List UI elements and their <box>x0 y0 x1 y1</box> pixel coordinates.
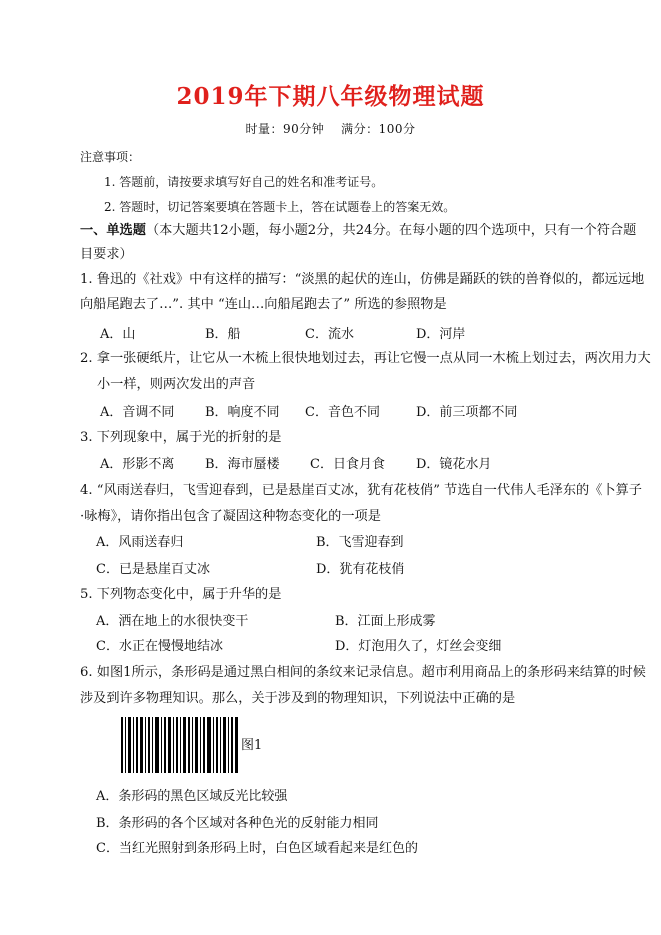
figure-label: 图1 <box>241 738 263 753</box>
section-header <box>80 222 636 240</box>
answer-option: B．船 <box>205 327 241 342</box>
notice-heading: 注意事项： <box>80 150 141 164</box>
section-description: （本大题共12小题，每小题2分，共24分。在每小题的四个选项中，只有一个符合题 <box>145 223 637 238</box>
answer-option: D．灯泡用久了，灯丝会变细 <box>335 639 502 654</box>
answer-option: B．飞雪迎春到 <box>316 535 404 550</box>
answer-option: D．河岸 <box>416 327 466 342</box>
answer-option: B．海市蜃楼 <box>205 457 280 472</box>
answer-option: A．音调不同 <box>100 405 175 420</box>
section-label: 一、单选题 <box>80 223 146 238</box>
section-description-cont: 目要求） <box>80 247 133 262</box>
exam-time-score: 时量：90分钟 满分：100分 <box>245 122 416 136</box>
question-stem: ·咏梅》，请你指出包含了凝固这种物态变化的一项是 <box>80 509 381 524</box>
answer-option: A．风雨送春归 <box>96 535 184 550</box>
question-stem: 3. 下列现象中，属于光的折射的是 <box>80 430 282 445</box>
notice-item: 1. 答题前，请按要求填写好自己的姓名和准考证号。 <box>104 175 384 189</box>
question-stem: 小一样，则两次发出的声音 <box>97 377 256 392</box>
answer-option: A．形影不离 <box>100 457 175 472</box>
notice-item: 2. 答题时，切记答案要填在答题卡上，答在试题卷上的答案无效。 <box>104 200 456 214</box>
answer-option: C．日食月食 <box>310 457 385 472</box>
question-stem: 向船尾跑去了…”. 其中 “连山…向船尾跑去了” 所选的参照物是 <box>80 297 447 312</box>
answer-option: B．条形码的各个区域对各种色光的反射能力相同 <box>96 816 379 831</box>
answer-option: A．山 <box>100 327 136 342</box>
answer-option: B．江面上形成雾 <box>335 614 436 629</box>
answer-option: B．响度不同 <box>205 405 280 420</box>
answer-option: C．水正在慢慢地结冰 <box>96 639 223 654</box>
answer-option: C．音色不同 <box>305 405 380 420</box>
answer-option: D．犹有花枝俏 <box>316 562 405 577</box>
answer-option: D．前三项都不同 <box>416 405 518 420</box>
question-stem: 1. 鲁迅的《社戏》中有这样的描写：“淡黑的起伏的连山，仿佛是踊跃的铁的兽脊似的，都远远地 <box>80 272 645 287</box>
exam-title: 2019年下期八年级物理试题 <box>176 83 485 110</box>
answer-option: A．洒在地上的水很快变干 <box>96 614 249 629</box>
answer-option: C．流水 <box>305 327 354 342</box>
answer-option: C．已是悬崖百丈冰 <box>96 562 210 577</box>
question-stem: 涉及到许多物理知识。那么，关于涉及到的物理知识，下列说法中正确的是 <box>80 691 516 706</box>
question-stem: 4. “风雨送春归，飞雪迎春到，已是悬崖百丈冰，犹有花枝俏” 节选自一代伟人毛泽东的《卜算子 <box>80 483 642 498</box>
answer-option: A．条形码的黑色区域反光比较强 <box>96 789 288 804</box>
question-stem: 6. 如图1所示，条形码是通过黑白相间的条纹来记录信息。超市利用商品上的条形码来结算的时候 <box>80 665 646 680</box>
question-stem: 2. 拿一张硬纸片，让它从一木梳上很快地划过去，再让它慢一点从同一木梳上划过去，两次用力大 <box>80 351 651 366</box>
question-stem: 5. 下列物态变化中，属于升华的是 <box>80 587 282 602</box>
answer-option: C．当红光照射到条形码上时，白色区域看起来是红色的 <box>96 841 418 856</box>
barcode-figure <box>121 717 239 773</box>
answer-option: D．镜花水月 <box>416 457 492 472</box>
